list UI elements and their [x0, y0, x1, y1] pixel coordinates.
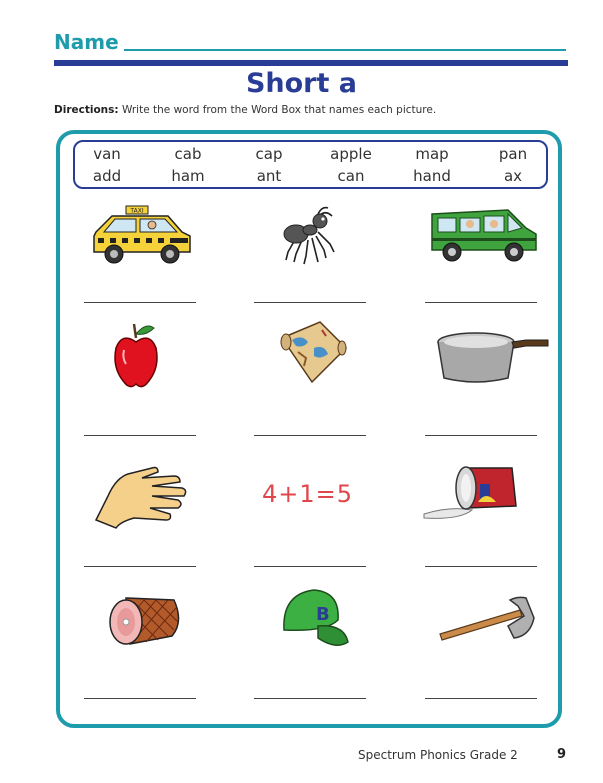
word-box [73, 140, 548, 189]
hand-picture [94, 458, 192, 530]
answer-line[interactable] [425, 566, 537, 567]
answer-line[interactable] [425, 302, 537, 303]
cap-picture [278, 586, 350, 652]
name-row [54, 28, 566, 58]
word-box-word: ham [171, 167, 205, 185]
taxi-sign-text: TAXI [130, 207, 144, 215]
answer-line[interactable] [425, 435, 537, 436]
footer-book-title: Spectrum Phonics Grade 2 [358, 748, 518, 762]
header-bar [54, 60, 568, 66]
word-box-word: ax [503, 167, 523, 185]
cap-letter: B [316, 604, 330, 625]
word-box-word: apple [330, 145, 372, 163]
answer-line[interactable] [84, 302, 196, 303]
ham-picture [104, 592, 184, 648]
page-title: Short a [245, 68, 358, 99]
pan-picture [436, 330, 550, 386]
answer-line[interactable] [84, 435, 196, 436]
answer-line[interactable] [254, 302, 366, 303]
apple-picture [112, 320, 160, 392]
answer-line[interactable] [84, 698, 196, 699]
page-number: 9 [557, 747, 567, 762]
can-picture [420, 460, 520, 520]
word-box-word: pan [498, 145, 528, 163]
name-line[interactable] [124, 49, 566, 51]
word-box-word: add [92, 167, 122, 185]
answer-line[interactable] [254, 566, 366, 567]
van-picture [428, 204, 540, 264]
answer-line[interactable] [254, 698, 366, 699]
directions-text: Write the word from the Word Box that names each picture. [121, 104, 437, 116]
answer-line[interactable] [425, 698, 537, 699]
word-box-word: cab [174, 145, 202, 163]
word-box-word: can [337, 167, 365, 185]
ax-picture [436, 592, 540, 648]
word-box-word: ant [256, 167, 282, 185]
word-box-word: van [93, 145, 121, 163]
map-picture [276, 318, 352, 390]
word-box-word: cap [255, 145, 283, 163]
taxi-cab-picture [90, 202, 196, 266]
word-box-word: hand [413, 167, 451, 185]
answer-line[interactable] [254, 435, 366, 436]
ant-picture [282, 204, 338, 266]
name-label: Name [54, 30, 119, 54]
word-box-word: map [415, 145, 449, 163]
math-equation: 4+1=5 [262, 480, 354, 508]
directions-label: Directions: [54, 104, 119, 116]
answer-line[interactable] [84, 566, 196, 567]
directions [54, 104, 436, 116]
